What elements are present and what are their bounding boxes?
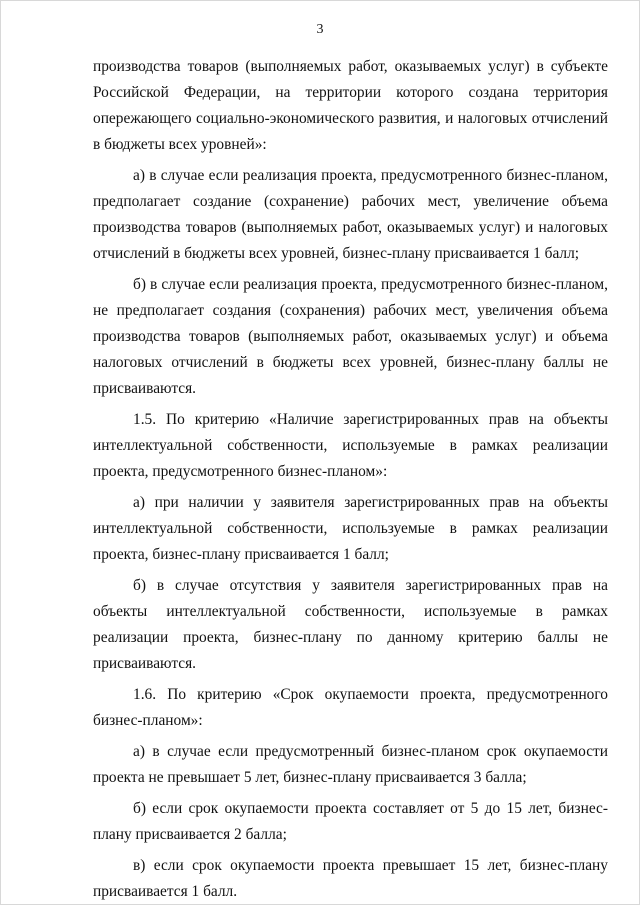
paragraph-item-a-1-6: а) в случае если предусмотренный бизнес-планом срок окупаемости проекта не превышает 5 лет, бизнес-плану присваивается 3 балла; [93,743,608,786]
paragraph-item-b-1-4: б) в случае если реализация проекта, предусмотренного бизнес-планом, не предполагает создания (сохранения) рабочих мест, увеличения объема производства товаров (выполняемых работ, оказываемых услуг) и объема налоговых отчислений в бюджеты всех уровней, бизнес-плану баллы не присваиваются. [93,276,608,397]
paragraph-item-a-1-5: а) при наличии у заявителя зарегистрированных прав на объекты интеллектуальной собственности, используемые в рамках реализации проекта, бизнес-плану присваивается 1 балл; [93,494,608,563]
paragraph-item-b-1-5: б) в случае отсутствия у заявителя зарегистрированных прав на объекты интеллектуальной собственности, используемые в рамках реализации проекта, бизнес-плану по данному критерию баллы не присваиваются. [93,577,608,672]
document-body [93,54,608,910]
paragraph-section-1-5: 1.5. По критерию «Наличие зарегистрированных прав на объекты интеллектуальной собственности, используемые в рамках реализации проекта, предусмотренного бизнес-планом»: [93,411,608,480]
paragraph-item-a-1-4: а) в случае если реализация проекта, предусмотренного бизнес-планом, предполагает создание (сохранение) рабочих мест, увеличение объема производства товаров (выполняемых работ, оказываемых услуг) и налоговых отчислений в бюджеты всех уровней, бизнес-плану присваивается 1 балл; [93,167,608,262]
paragraph-item-b-1-6: б) если срок окупаемости проекта составляет от 5 до 15 лет, бизнес-плану присваивается 2 балла; [93,800,608,843]
paragraph-continuation: производства товаров (выполняемых работ, оказываемых услуг) в субъекте Российской Федерации, на территории которого создана территория опережающего социально-экономического развития, и налоговых отчислений в бюджеты всех уровней»: [93,58,608,153]
page-number: 3 [316,22,324,37]
paragraph-section-1-6: 1.6. По критерию «Срок окупаемости проекта, предусмотренного бизнес-планом»: [93,686,608,729]
paragraph-item-v-1-6: в) если срок окупаемости проекта превышает 15 лет, бизнес-плану присваивается 1 балл. [93,857,608,900]
